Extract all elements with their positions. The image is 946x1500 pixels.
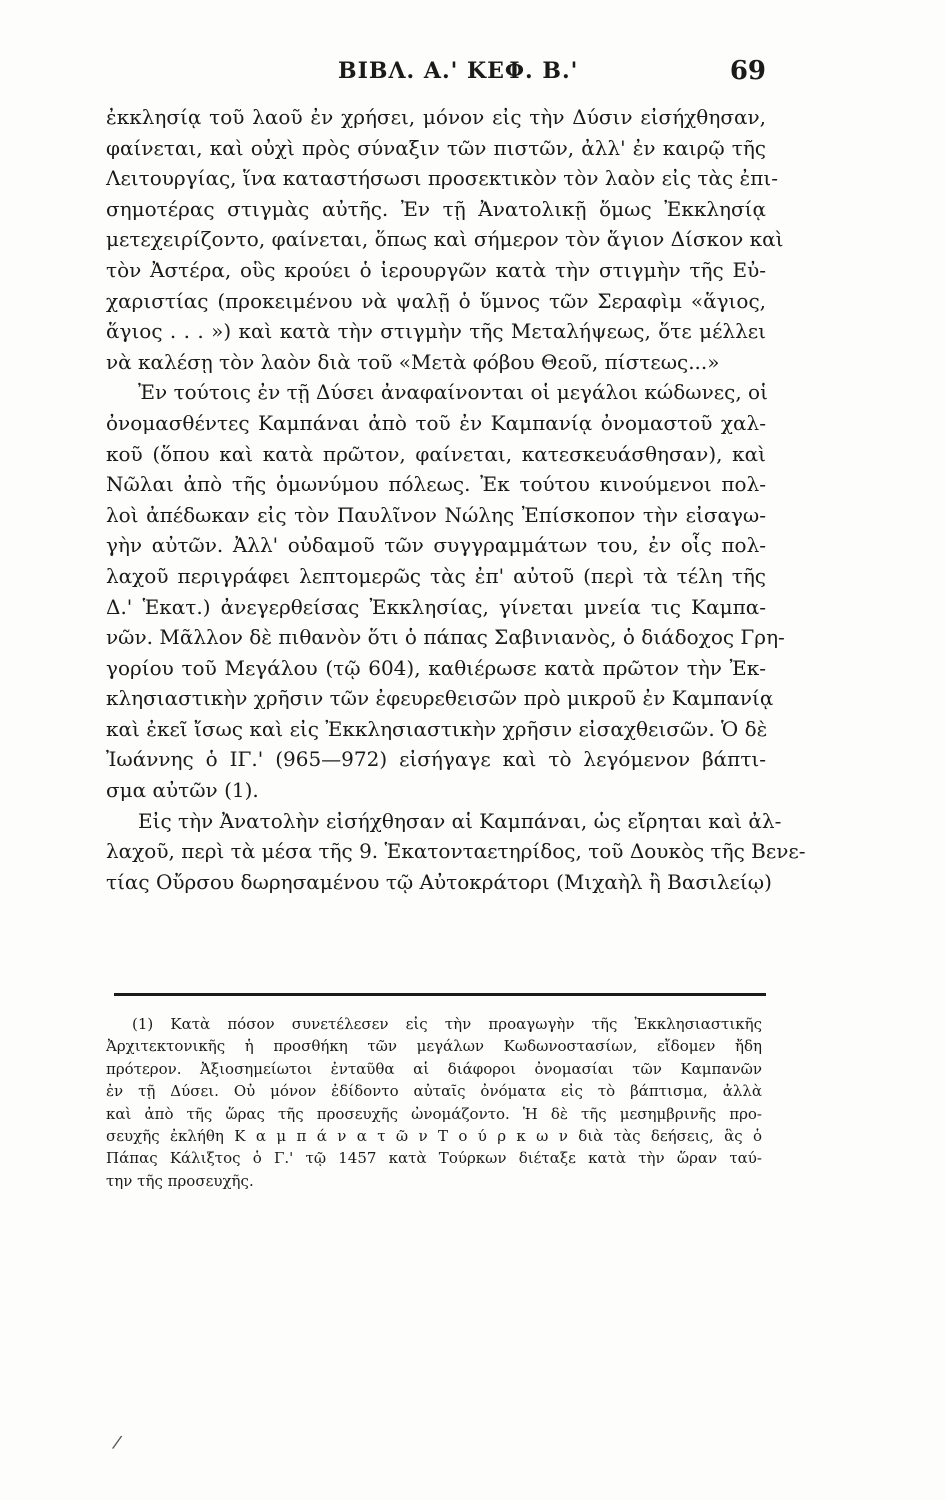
footnote-line: καὶ ἀπὸ τῆς ὥρας τῆς προσευχῆς ὠνομάζοντο. Ἡ δὲ τῆς μεσημβρινῆς προ-	[106, 1104, 762, 1123]
text-line: ὀνομασθέντες Καμπάναι ἀπὸ τοῦ ἐν Καμπανίᾳ ὀνομαστοῦ χαλ-	[106, 410, 766, 435]
footnote-line: ἐν τῇ Δύσει. Οὐ μόνον ἐδίδοντο αὐταῖς ὀνόματα εἰς τὸ βάπτισμα, ἀλλὰ	[106, 1082, 762, 1101]
text-line: Νῶλαι ἀπὸ τῆς ὁμωνύμου πόλεως. Ἐκ τούτου κινούμενοι πολ-	[106, 472, 766, 497]
text-line: νὰ καλέσῃ τὸν λαὸν διὰ τοῦ «Μετὰ φόβου Θεοῦ, πίστεως...»	[106, 349, 720, 374]
text-line: σημοτέρας στιγμὰς αὐτῆς. Ἐν τῇ Ἀνατολικῇ ὅμως Ἐκκλησίᾳ	[106, 196, 766, 221]
footnote-line: πρότερον. Ἀξιοσημείωτοι ἐνταῦθα αἱ διάφοροι ὀνομασίαι τῶν Καμπανῶν	[106, 1059, 762, 1078]
text-line: σμα αὐτῶν (1).	[106, 778, 259, 803]
text-line: καὶ ἐκεῖ ἴσως καὶ εἰς Ἐκκλησιαστικὴν χρῆσιν εἰσαχθεισῶν. Ὁ δὲ	[106, 716, 768, 741]
running-head	[106, 58, 766, 88]
footnote-line: την τῆς προσευχῆς.	[106, 1171, 254, 1190]
margin-mark: /	[110, 1431, 124, 1454]
text-line: λαχοῦ, περὶ τὰ μέσα τῆς 9. Ἑκατονταετηρίδος, τοῦ Δουκὸς τῆς Βενε-	[106, 839, 806, 864]
text-line: νῶν. Μᾶλλον δὲ πιθανὸν ὅτι ὁ πάπας Σαβινιανὸς, ὁ διάδοχος Γρη-	[106, 625, 785, 650]
text-line: τὸν Ἀστέρα, οὓς κρούει ὁ ἱερουργῶν κατὰ τὴν στιγμὴν τῆς Εὐ-	[106, 257, 766, 282]
text-line: κλησιαστικὴν χρῆσιν τῶν ἐφευρεθεισῶν πρὸ μικροῦ ἐν Καμπανίᾳ	[106, 686, 774, 711]
running-title: ΒΙΒΛ. Α.' ΚΕΦ. Β.'	[338, 58, 579, 84]
text-line: τίας Οὔρσου δωρησαμένου τῷ Αὐτοκράτορι (Μιχαὴλ ἢ Βασιλείῳ)	[106, 869, 772, 894]
text-line: γὴν αὐτῶν. Ἀλλ' οὐδαμοῦ τῶν συγγραμμάτων του, ἐν οἷς πολ-	[106, 533, 766, 558]
text-line: Δ.' Ἑκατ.) ἀνεγερθείσας Ἐκκλησίας, γίνεται μνεία τις Καμπα-	[106, 594, 766, 619]
text-line: ἅγιος . . . ») καὶ κατὰ τὴν στιγμὴν τῆς Μεταλήψεως, ὅτε μέλλει	[106, 319, 766, 344]
text-line: κοῦ (ὅπου καὶ κατὰ πρῶτον, φαίνεται, κατεσκευάσθησαν), καὶ	[106, 441, 766, 466]
text-line: χαριστίας (προκειμένου νὰ ψαλῇ ὁ ὕμνος τῶν Σεραφὶμ «ἅγιος,	[106, 288, 766, 313]
page-number: 69	[729, 56, 766, 86]
text-line: Λειτουργίας, ἵνα καταστήσωσι προσεκτικὸν τὸν λαὸν εἰς τὰς ἐπι-	[106, 166, 778, 191]
text-line: Εἰς τὴν Ἀνατολὴν εἰσήχθησαν αἱ Καμπάναι, ὡς εἴρηται καὶ ἀλ-	[138, 808, 782, 833]
footnote-rule	[114, 993, 766, 996]
footnote-line: σευχῆς ἐκλήθη Κ α μ π ά ν α τ ῶ ν Τ ο ύ ρ κ ω ν διὰ τὰς δεήσεις, ἃς ὁ	[106, 1126, 762, 1145]
text-line: λοὶ ἀπέδωκαν εἰς τὸν Παυλῖνον Νώλης Ἐπίσκοπον τὴν εἰσαγω-	[106, 502, 766, 527]
text-line: μετεχειρίζοντο, φαίνεται, ὅπως καὶ σήμερον τὸν ἅγιον Δίσκον καὶ	[106, 227, 784, 252]
text-line: ἐκκλησίᾳ τοῦ λαοῦ ἐν χρήσει, μόνον εἰς τὴν Δύσιν εἰσήχθησαν,	[106, 105, 766, 129]
text-line: φαίνεται, καὶ οὐχὶ πρὸς σύναξιν τῶν πιστῶν, ἀλλ' ἐν καιρῷ τῆς	[106, 135, 766, 160]
text-line: γορίου τοῦ Μεγάλου (τῷ 604), καθιέρωσε κατὰ πρῶτον τὴν Ἐκ-	[106, 655, 766, 680]
text-line: Ἐν τούτοις ἐν τῇ Δύσει ἀναφαίνονται οἱ μεγάλοι κώδωνες, οἱ	[138, 380, 768, 405]
main-text	[106, 102, 806, 897]
text-line: λαχοῦ περιγράφει λεπτομερῶς τὰς ἐπ' αὐτοῦ (περὶ τὰ τέλη τῆς	[106, 563, 766, 588]
footnote-line: Πάπας Κάλιξτος ὁ Γ.' τῷ 1457 κατὰ Τούρκων διέταξε κατὰ τὴν ὥραν ταύ-	[106, 1149, 762, 1168]
footnote-line: (1) Κατὰ πόσον συνετέλεσεν εἰς τὴν προαγωγὴν τῆς Ἐκκλησιαστικῆς	[132, 1015, 762, 1033]
footnote-line: Ἀρχιτεκτονικῆς ἡ προσθήκη τῶν μεγάλων Κωδωνοστασίων, εἴδομεν ἤδη	[106, 1037, 762, 1056]
footnotes	[106, 1013, 762, 1192]
text-line: Ἰωάννης ὁ ΙΓ.' (965—972) εἰσήγαγε καὶ τὸ λεγόμενον βάπτι-	[106, 747, 766, 772]
